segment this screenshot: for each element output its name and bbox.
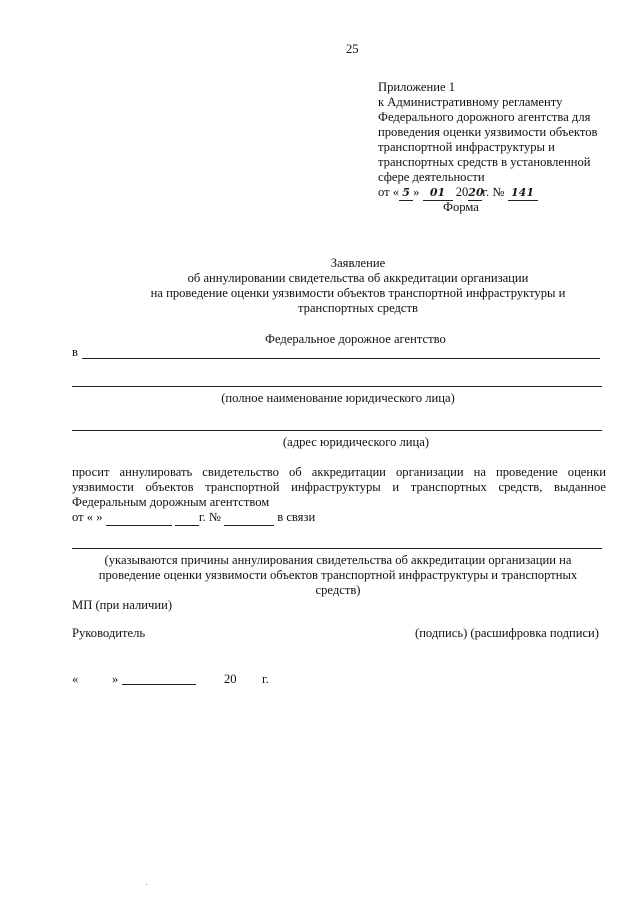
body-date-line: от « » г. № в связи bbox=[72, 510, 316, 524]
date-day: 5 bbox=[399, 185, 413, 201]
appendix-line: проведения оценки уязвимости объектов bbox=[378, 125, 598, 139]
date-year: 20 bbox=[468, 186, 484, 199]
body-line: просит аннулировать свидетельство об аккредитации организации на проведение оценки bbox=[72, 465, 606, 479]
title-line: транспортных средств bbox=[298, 301, 418, 315]
page-number: 25 bbox=[346, 42, 359, 56]
footer-open-quote: « bbox=[72, 672, 79, 686]
reasons-caption-line: (указываются причины аннулирования свидетельства об аккредитации организации на bbox=[104, 553, 572, 567]
fill-year[interactable] bbox=[175, 510, 199, 526]
fill-line-reasons[interactable] bbox=[72, 548, 602, 549]
footer-g: г. bbox=[262, 672, 269, 686]
footer-close-quote: » bbox=[112, 672, 119, 686]
fill-line-legal-name[interactable] bbox=[72, 386, 602, 387]
reasons-caption-line: проведение оценки уязвимости объектов транспортной инфраструктуры и транспортных bbox=[98, 568, 578, 582]
appendix-line: Федерального дорожного агентства для bbox=[378, 110, 591, 124]
fill-footer-month[interactable] bbox=[122, 684, 196, 685]
appendix-line: транспортной инфраструктуры и bbox=[378, 140, 555, 154]
title-line: на проведение оценки уязвимости объектов транспортной инфраструктуры и bbox=[150, 286, 566, 300]
agency-name: Федеральное дорожное агентство bbox=[265, 332, 446, 346]
appendix-date-line: от « 5 » 01 2020г. № 141 bbox=[378, 185, 538, 201]
scan-speck bbox=[146, 884, 147, 885]
date-month: 01 bbox=[423, 185, 453, 201]
appendix-line: сфере деятельности bbox=[378, 170, 485, 184]
reasons-caption-line: средств) bbox=[315, 583, 361, 597]
title-line: Заявление bbox=[330, 256, 386, 270]
title-line: об аннулировании свидетельства об аккредитации организации bbox=[187, 271, 529, 285]
to-prefix: в bbox=[72, 345, 78, 359]
caption-address: (адрес юридического лица) bbox=[282, 435, 430, 449]
form-label: Форма bbox=[443, 200, 479, 214]
body-line: Федеральным дорожным агентством bbox=[72, 495, 270, 509]
appendix-line: транспортных средств в установленной bbox=[378, 155, 591, 169]
stamp-label: МП (при наличии) bbox=[72, 598, 173, 612]
signature-caption: (подпись) (расшифровка подписи) bbox=[415, 626, 599, 640]
fill-line-address[interactable] bbox=[72, 430, 602, 431]
date-number: 141 bbox=[508, 185, 538, 201]
fill-line-recipient[interactable] bbox=[82, 358, 600, 359]
fill-number[interactable] bbox=[224, 510, 274, 526]
footer-year: 20 bbox=[224, 672, 237, 686]
body-line: уязвимости объектов транспортной инфраструктуры и транспортных средств, выданное bbox=[72, 480, 606, 494]
fill-month[interactable] bbox=[106, 510, 172, 526]
appendix-title: Приложение 1 bbox=[378, 80, 456, 94]
appendix-line: к Административному регламенту bbox=[378, 95, 563, 109]
caption-legal-name: (полное наименование юридического лица) bbox=[221, 391, 455, 405]
signer-label: Руководитель bbox=[72, 626, 146, 640]
